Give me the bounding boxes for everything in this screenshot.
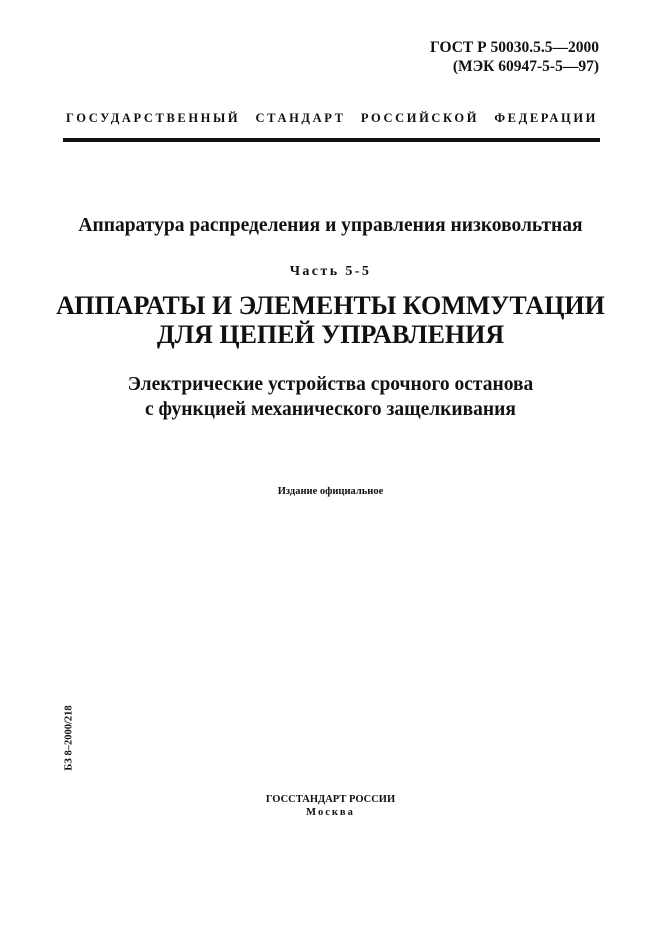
main-title-line-1: АППАРАТЫ И ЭЛЕМЕНТЫ КОММУТАЦИИ (56, 291, 605, 320)
publisher: ГОССТАНДАРТ РОССИИ (265, 794, 396, 805)
main-title-line-2: ДЛЯ ЦЕПЕЙ УПРАВЛЕНИЯ (156, 320, 505, 349)
city: Москва (306, 807, 355, 818)
iec-code: (МЭК 60947-5-5—97) (452, 58, 599, 75)
edition-label: Издание официальное (277, 486, 384, 497)
sub-title-line-2: с функцией механического защелкивания (145, 399, 516, 420)
standard-code-block (430, 38, 599, 76)
header-rule (63, 138, 600, 142)
general-title: Аппаратура распределения и управления низковольтная (78, 215, 583, 236)
main-title (0, 291, 661, 349)
part-label: Часть 5-5 (289, 264, 372, 279)
side-code-text: БЗ 8–2000/218 (63, 704, 75, 771)
sub-title-line-1: Электрические устройства срочного останова (127, 374, 534, 395)
sub-title (0, 372, 661, 422)
state-standard-heading: ГОСУДАРСТВЕННЫЙ СТАНДАРТ РОССИЙСКОЙ ФЕДЕРАЦИИ (66, 111, 598, 125)
side-code (56, 690, 82, 785)
standard-code: ГОСТ Р 50030.5.5—2000 (430, 39, 599, 56)
